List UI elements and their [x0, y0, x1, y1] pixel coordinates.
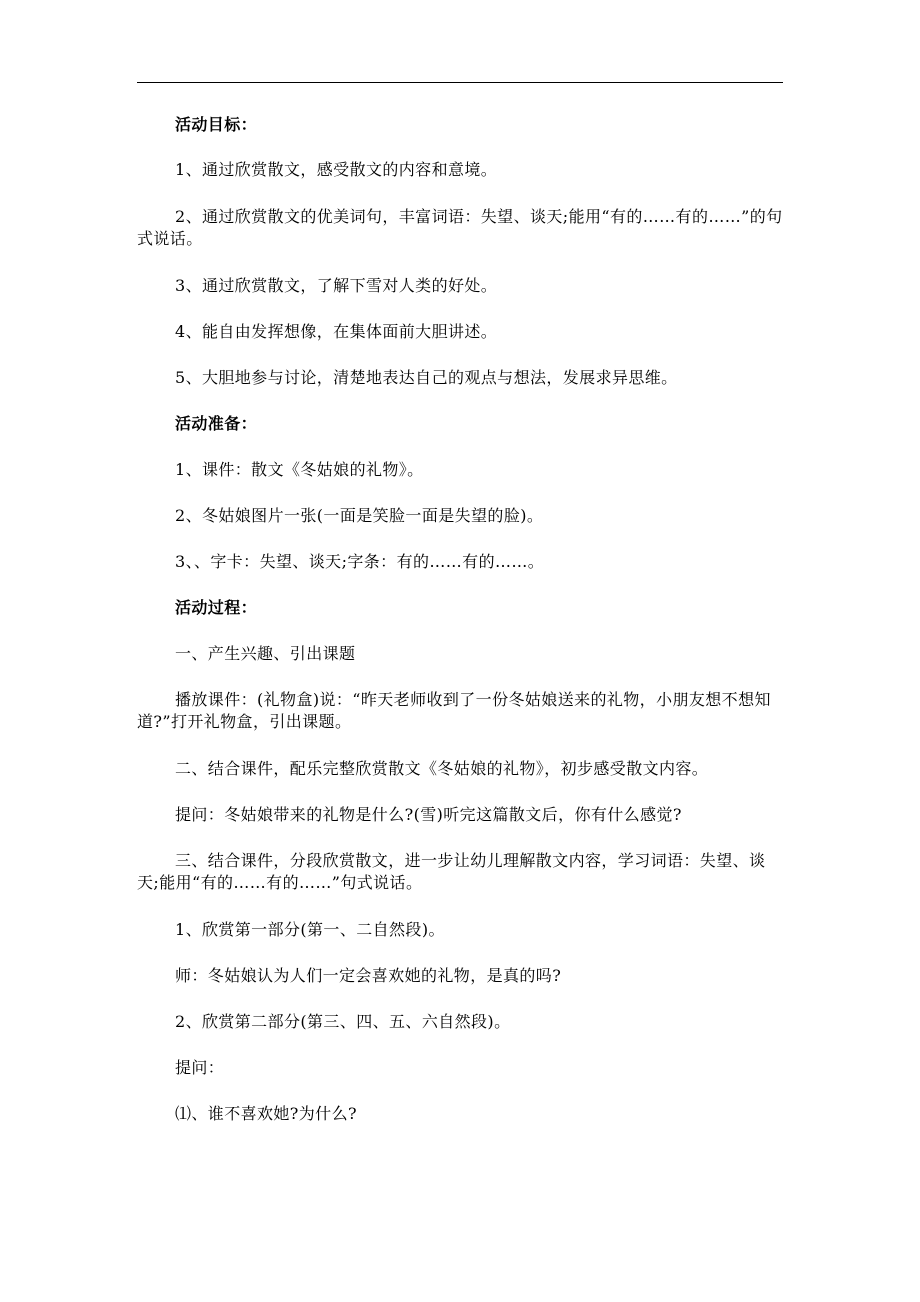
paragraph: 播放课件：(礼物盒)说：“昨天老师收到了一份冬姑娘送来的礼物，小朋友想不想知道?”打开礼物盒，引出课题。	[137, 690, 771, 731]
paragraph: 5、大胆地参与讨论，清楚地表达自己的观点与想法，发展求异思维。	[175, 368, 678, 387]
section-heading-preparation: 活动准备：	[175, 414, 258, 433]
paragraph: 1、通过欣赏散文，感受散文的内容和意境。	[175, 160, 498, 179]
paragraph: 1、欣赏第一部分(第一、二自然段)。	[175, 920, 445, 939]
paragraph: 一、产生兴趣、引出课题	[175, 644, 356, 663]
section-heading-process: 活动过程：	[175, 598, 258, 617]
paragraph: 三、结合课件，分段欣赏散文，进一步让幼儿理解散文内容，学习词语：失望、谈天;能用“有的……有的……”句式说话。	[137, 851, 766, 892]
paragraph: 2、欣赏第二部分(第三、四、五、六自然段)。	[175, 1012, 511, 1031]
header-rule	[137, 82, 783, 83]
paragraph: ⑴、谁不喜欢她?为什么?	[175, 1104, 357, 1123]
paragraph: 2、冬姑娘图片一张(一面是笑脸一面是失望的脸)。	[175, 506, 544, 525]
paragraph: 师：冬姑娘认为人们一定会喜欢她的礼物，是真的吗?	[175, 966, 562, 985]
paragraph: 二、结合课件，配乐完整欣赏散文《冬姑娘的礼物》，初步感受散文内容。	[175, 759, 709, 778]
paragraph: 1、课件：散文《冬姑娘的礼物》。	[175, 460, 424, 479]
paragraph: 2、通过欣赏散文的优美词句，丰富词语：失望、谈天;能用“有的……有的……”的句式说话。	[137, 207, 783, 248]
paragraph: 4、能自由发挥想像，在集体面前大胆讲述。	[175, 322, 498, 341]
paragraph: 3、通过欣赏散文，了解下雪对人类的好处。	[175, 276, 498, 295]
paragraph: 3、、字卡：失望、谈天;字条：有的……有的……。	[175, 552, 545, 571]
paragraph: 提问：	[175, 1058, 225, 1077]
section-heading-goals: 活动目标：	[175, 115, 258, 134]
paragraph: 提问：冬姑娘带来的礼物是什么?(雪)听完这篇散文后，你有什么感觉?	[175, 805, 682, 824]
